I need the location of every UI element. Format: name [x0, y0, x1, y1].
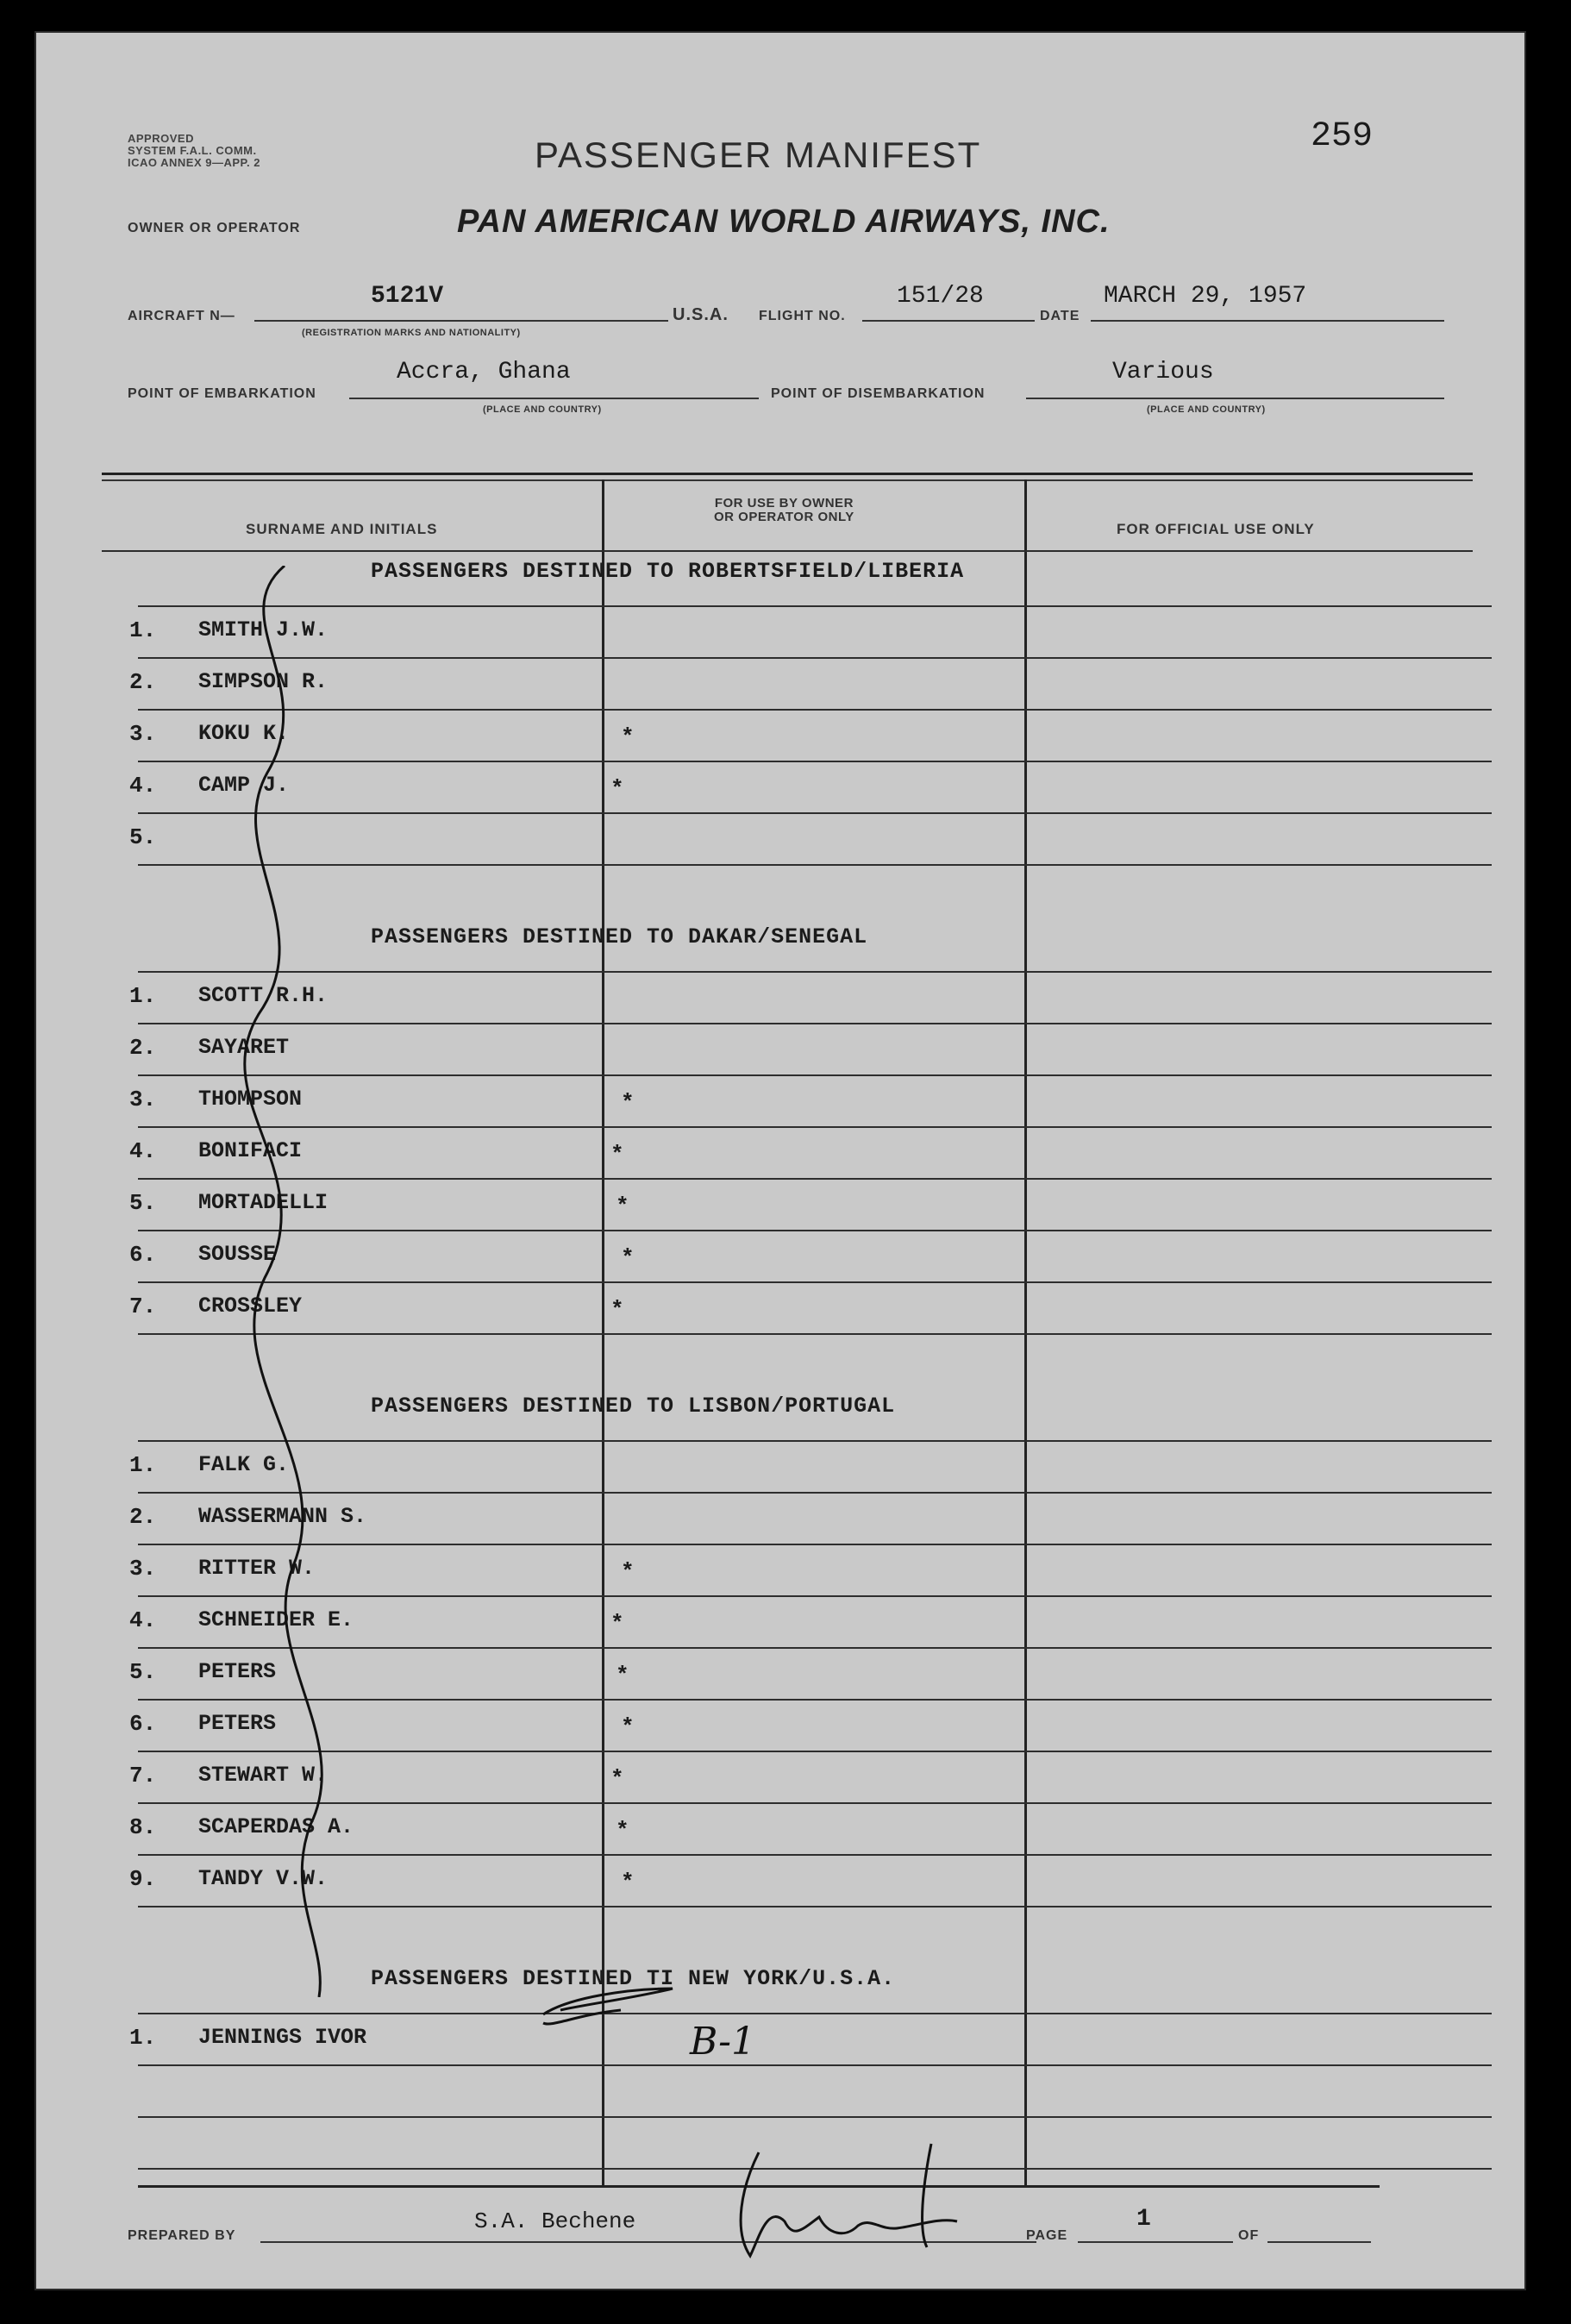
embark-label: POINT OF EMBARKATION	[128, 386, 316, 401]
usa-label: U.S.A.	[673, 305, 729, 324]
row-number: 7.	[129, 1294, 157, 1319]
owner-mark: *	[610, 1297, 624, 1323]
passenger-name: SOUSSE	[198, 1242, 277, 1267]
place-country-note-1: (PLACE AND COUNTRY)	[483, 404, 602, 415]
section-heading: PASSENGERS DESTINED TO DAKAR/SENEGAL	[371, 924, 868, 949]
passenger-name: SMITH J.W.	[198, 617, 329, 642]
place-country-note-2: (PLACE AND COUNTRY)	[1147, 404, 1266, 415]
row-number: 5.	[129, 824, 157, 850]
manifest-sheet	[34, 31, 1526, 2290]
handwritten-mark: B-1	[690, 2020, 756, 2064]
passenger-name: FALK G.	[198, 1452, 290, 1477]
flight-value: 151/28	[897, 283, 984, 310]
flight-label: FLIGHT NO.	[759, 309, 846, 323]
page-stamp-number: 259	[1311, 117, 1374, 156]
section-heading: PASSENGERS DESTINED TI NEW YORK/U.S.A.	[371, 1966, 896, 1991]
of-label: OF	[1238, 2228, 1260, 2243]
passenger-name: STEWART W.	[198, 1763, 329, 1788]
row-number: 7.	[129, 1763, 157, 1788]
passenger-name: TANDY V.W.	[198, 1866, 329, 1891]
passenger-name: PETERS	[198, 1711, 277, 1736]
row-number: 3.	[129, 1556, 157, 1582]
row-number: 1.	[129, 1452, 157, 1478]
form-title: PASSENGER MANIFEST	[535, 135, 982, 175]
owner-mark: *	[621, 1870, 635, 1895]
passenger-name: WASSERMANN S.	[198, 1504, 367, 1529]
embark-line	[349, 398, 759, 399]
row-number: 5.	[129, 1190, 157, 1216]
registration-note: (REGISTRATION MARKS AND NATIONALITY)	[302, 328, 521, 338]
table-top-rule-2	[102, 479, 1473, 481]
table-top-rule	[102, 473, 1473, 475]
passenger-name: BONIFACI	[198, 1138, 303, 1163]
section-heading: PASSENGERS DESTINED TO LISBON/PORTUGAL	[371, 1394, 896, 1419]
row-number: 4.	[129, 773, 157, 799]
header-rule	[102, 550, 1473, 552]
disembark-value: Various	[1112, 359, 1214, 385]
row-number: 4.	[129, 1607, 157, 1633]
owner-label: OWNER OR OPERATOR	[128, 221, 301, 235]
passenger-name: SCHNEIDER E.	[198, 1607, 354, 1632]
aircraft-line	[254, 320, 668, 322]
row-number: 6.	[129, 1711, 157, 1737]
passenger-name: SIMPSON R.	[198, 669, 329, 694]
date-value: MARCH 29, 1957	[1104, 283, 1307, 310]
flight-line	[862, 320, 1035, 322]
owner-mark: *	[621, 1245, 635, 1271]
passenger-name: CAMP J.	[198, 773, 290, 798]
passenger-name: SCAPERDAS A.	[198, 1814, 354, 1839]
row-number: 3.	[129, 721, 157, 747]
row-number: 1.	[129, 617, 157, 643]
disembark-line	[1026, 398, 1444, 399]
disembark-label: POINT OF DISEMBARKATION	[771, 386, 986, 401]
aircraft-label: AIRCRAFT N—	[128, 309, 235, 323]
column-header-official-use: FOR OFFICIAL USE ONLY	[1117, 521, 1315, 537]
passenger-name: THOMPSON	[198, 1087, 303, 1112]
date-label: DATE	[1040, 309, 1080, 323]
passenger-name: SAYARET	[198, 1035, 290, 1060]
signature	[707, 2135, 1000, 2273]
row-number: 8.	[129, 1814, 157, 1840]
aircraft-value: 5121V	[371, 283, 444, 310]
owner-mark: *	[621, 1714, 635, 1740]
passenger-name: MORTADELLI	[198, 1190, 329, 1215]
owner-mark: *	[610, 1142, 624, 1168]
row-number: 3.	[129, 1087, 157, 1112]
row-rule	[138, 2116, 1492, 2118]
row-number: 1.	[129, 2025, 157, 2051]
row-number: 2.	[129, 1504, 157, 1530]
row-number: 1.	[129, 983, 157, 1009]
section-heading: PASSENGERS DESTINED TO ROBERTSFIELD/LIBERIA	[371, 559, 965, 584]
page-line	[1078, 2241, 1233, 2243]
page-value: 1	[1136, 2206, 1151, 2233]
owner-mark: *	[621, 1090, 635, 1116]
passenger-name: JENNINGS IVOR	[198, 2025, 367, 2050]
owner-mark: *	[616, 1818, 629, 1844]
date-line	[1091, 320, 1444, 322]
column-header-owner-use: FOR USE BY OWNER OR OPERATOR ONLY	[714, 496, 854, 524]
passenger-name: KOKU K.	[198, 721, 290, 746]
owner-mark: *	[610, 1611, 624, 1637]
row-number: 9.	[129, 1866, 157, 1892]
column-header-surname: SURNAME AND INITIALS	[246, 521, 438, 537]
owner-mark: *	[610, 776, 624, 802]
of-line	[1267, 2241, 1371, 2243]
handwritten-scribble	[526, 1963, 802, 2049]
row-rule	[138, 2064, 1492, 2066]
owner-mark: *	[616, 1663, 629, 1688]
embark-value: Accra, Ghana	[397, 359, 571, 385]
passenger-name: SCOTT R.H.	[198, 983, 329, 1008]
approval-note: APPROVED SYSTEM F.A.L. COMM. ICAO ANNEX 9—APP. 2	[128, 132, 260, 169]
prepared-value: S.A. Bechene	[474, 2208, 636, 2234]
row-number: 5.	[129, 1659, 157, 1685]
row-number: 2.	[129, 1035, 157, 1061]
row-number: 4.	[129, 1138, 157, 1164]
owner-mark: *	[610, 1766, 624, 1792]
passenger-name: CROSSLEY	[198, 1294, 303, 1319]
section-rule	[138, 2013, 1492, 2014]
passenger-name: PETERS	[198, 1659, 277, 1684]
owner-mark: *	[621, 724, 635, 750]
passenger-name: RITTER W.	[198, 1556, 316, 1581]
owner-mark: *	[621, 1559, 635, 1585]
row-number: 6.	[129, 1242, 157, 1268]
prepared-label: PREPARED BY	[128, 2228, 236, 2243]
row-number: 2.	[129, 669, 157, 695]
wavy-strike-line	[190, 566, 397, 1997]
owner-mark: *	[616, 1193, 629, 1219]
company-name: PAN AMERICAN WORLD AIRWAYS, INC.	[457, 204, 1111, 240]
page-label: PAGE	[1026, 2228, 1068, 2243]
